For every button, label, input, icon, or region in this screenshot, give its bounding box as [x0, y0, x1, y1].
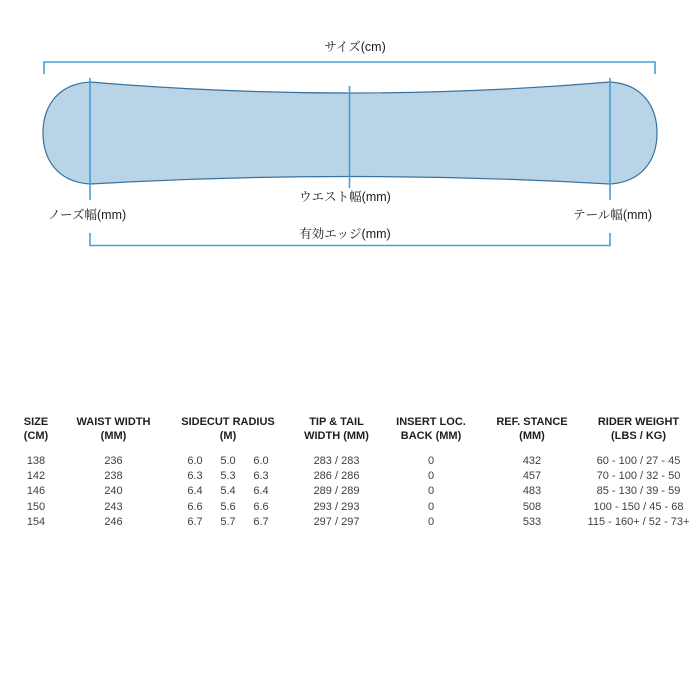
header-ref-stance: REF. STANCE (MM) — [496, 416, 568, 442]
waist-width-label: ウエスト幅(mm) — [299, 190, 391, 204]
cell-tip-tail: 297 / 297 — [313, 515, 360, 528]
cell-tip-tail: 283 / 283 — [313, 455, 360, 467]
header-waist-width: WAIST WIDTH (MM) — [76, 416, 151, 442]
header-tip-tail-width: TIP & TAIL WIDTH (MM) — [304, 416, 369, 442]
cell-stance: 483 — [522, 485, 542, 498]
cell-sidecut: 6.6 5.6 6.6 — [187, 500, 269, 513]
cell-sidecut: 6.4 5.4 6.4 — [187, 485, 269, 498]
cell-insert-back: 0 — [427, 485, 435, 498]
cell-insert-back: 0 — [427, 455, 435, 467]
tail-width-label: テール幅(mm) — [573, 208, 652, 222]
cell-stance: 432 — [522, 455, 542, 467]
cell-tip-tail: 289 / 289 — [313, 485, 360, 498]
size-dimension-bracket — [44, 62, 655, 74]
header-size: SIZE (CM) — [23, 416, 49, 442]
cell-weight: 100 - 150 / 45 - 68 — [593, 500, 684, 513]
cell-waist: 240 — [104, 485, 123, 498]
spec-table-header — [3, 415, 700, 443]
cell-waist: 238 — [104, 470, 123, 483]
cell-weight: 85 - 130 / 39 - 59 — [596, 485, 681, 498]
cell-size: 154 — [26, 515, 46, 528]
cell-sidecut: 6.3 5.3 6.3 — [187, 470, 269, 483]
cell-waist: 246 — [104, 515, 123, 528]
cell-weight: 60 - 100 / 27 - 45 — [596, 455, 681, 467]
cell-size: 150 — [26, 500, 46, 513]
size-label: サイズ(cm) — [324, 40, 386, 54]
cell-insert-back: 0 — [427, 470, 435, 483]
cell-weight: 70 - 100 / 32 - 50 — [596, 470, 681, 483]
cell-sidecut: 6.0 5.0 6.0 — [187, 455, 269, 467]
cell-stance: 457 — [522, 470, 542, 483]
cell-tip-tail: 286 / 286 — [313, 470, 360, 483]
cell-tip-tail: 293 / 293 — [313, 500, 360, 513]
cell-size: 142 — [26, 470, 46, 483]
cell-waist: 236 — [104, 455, 123, 467]
cell-insert-back: 0 — [427, 500, 435, 513]
cell-stance: 508 — [522, 500, 542, 513]
cell-size: 146 — [26, 485, 46, 498]
cell-weight: 115 - 160+ / 52 - 73+ — [587, 515, 690, 528]
effective-edge-label: 有効エッジ(mm) — [299, 227, 391, 241]
cell-sidecut: 6.7 5.7 6.7 — [187, 515, 269, 528]
header-insert-loc-back: INSERT LOC. BACK (MM) — [396, 416, 466, 442]
cell-insert-back: 0 — [427, 515, 435, 528]
header-rider-weight: RIDER WEIGHT (LBS / KG) — [597, 416, 680, 442]
header-sidecut-radius: SIDECUT RADIUS (M) — [181, 416, 275, 442]
cell-size: 138 — [26, 455, 46, 467]
nose-width-label: ノーズ幅(mm) — [48, 208, 127, 222]
spec-table-body — [3, 454, 700, 530]
cell-waist: 243 — [104, 500, 123, 513]
cell-stance: 533 — [522, 515, 542, 528]
